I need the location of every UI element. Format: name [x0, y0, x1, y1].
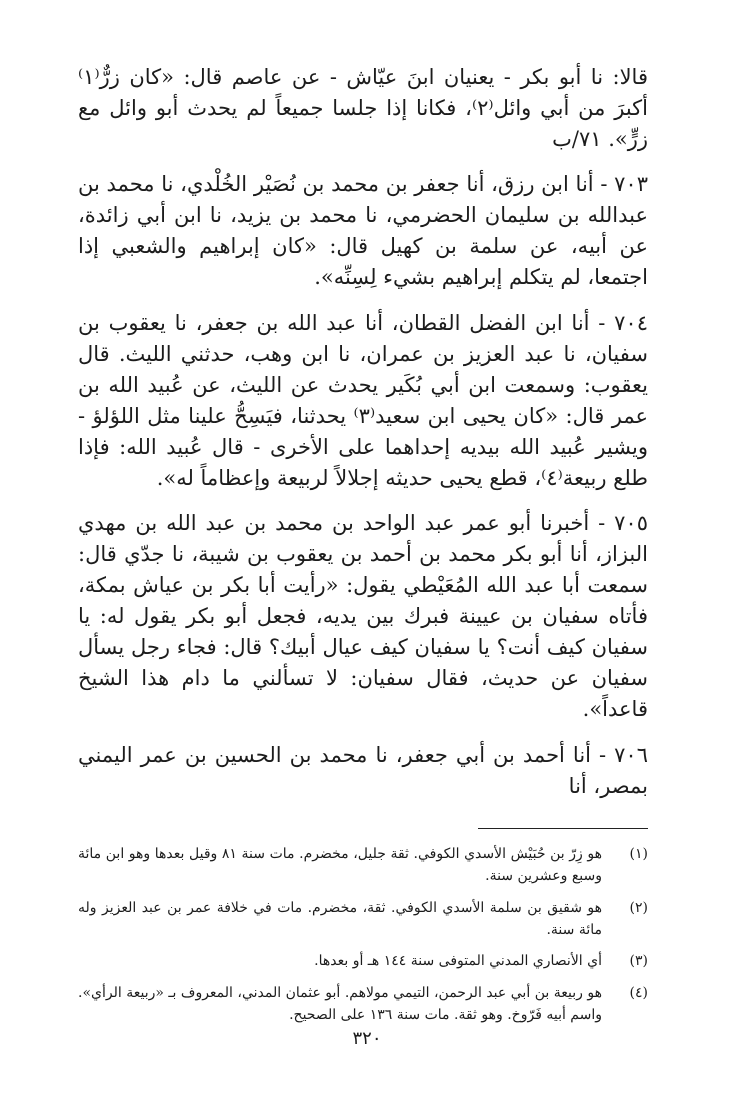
- paragraph-705: ٧٠٥ - أخبرنا أبو عمر عبد الواحد بن محمد بن عبد الله بن مهدي البزاز، أنا أبو بكر محمد بن أحمد بن يعقوب بن شيبة، نا جدّي قال: سمعت أبا عبد الله المُعَيْطي يقول: «رأيت أبا بكر بن عياش بمكة، فأتاه سفيان بن عيينة فبرك بين يديه، فجعل أبو بكر يقول له: يا سفيان كيف أنت؟ يا سفيان كيف عيال أبيك؟ قال: فجاء رجل يسأل سفيان عن حديث، فقال سفيان: لا تسألني ما دام هذا الشيخ قاعداً».: [78, 511, 648, 722]
- paragraph-continuation: قالا: نا أبو بكر - يعنيان ابنَ عيّاش - عن عاصم قال: «كان زرٌّ⁽١⁾ أكبرَ من أبي وائل⁽٢⁾، فكانا إذا جلسا جميعاً لم يحدث أبو وائل مع زرٍّ». ٧١/ب: [78, 65, 648, 152]
- paragraph-704: ٧٠٤ - أنا ابن الفضل القطان، أنا عبد الله بن جعفر، نا يعقوب بن سفيان، نا عبد العزيز بن عمران، نا ابن وهب، حدثني الليث. قال يعقوب: وسمعت ابن أبي بُكَير يحدث عن الليث، عن عُبيد الله بن عمر قال: «كان يحيى ابن سعيد⁽٣⁾ يحدثنا، فيَسِحُّ علينا مثل اللؤلؤ - ويشير عُبيد الله بيديه إحداهما على الأخرى - قال عُبيد الله: فإذا طلع ربيعة⁽٤⁾، قطع يحيى حديثه إجلالاً لربيعة وإعظاماً له».: [78, 310, 648, 490]
- footnote-number: (٢): [629, 899, 648, 916]
- footnote-text: هو شقيق بن سلمة الأسدي الكوفي. ثقة، مخضرم. مات في خلافة عمر بن عبد العزيز وله مائة سنة.: [78, 899, 602, 938]
- footnote-4: [78, 982, 648, 1027]
- footnote-number: (٣): [629, 953, 648, 970]
- footnote-divider: [478, 828, 648, 829]
- footnotes: [78, 843, 648, 1027]
- footnote-number: (١): [629, 845, 648, 862]
- footnote-3: [78, 950, 648, 972]
- main-text: [78, 62, 648, 802]
- footnote-1: [78, 843, 648, 888]
- footnote-number: (٤): [629, 984, 648, 1001]
- footnote-text: هو ربيعة بن أبي عبد الرحمن، التيمي مولاهم. أبو عثمان المدني، المعروف بـ «ربيعة الرأي». واسم أبيه فَرّوخ. وهو ثقة. مات سنة ١٣٦ على الصحيح.: [78, 984, 602, 1024]
- footnote-2: [78, 897, 648, 942]
- footnote-text: أي الأنصاري المدني المتوفى سنة ١٤٤ هـ أو بعدها.: [314, 953, 602, 970]
- page-number: ٣٢٠: [352, 1028, 382, 1049]
- footnote-text: هو زِرّ بن حُبَيْش الأسدي الكوفي. ثقة جليل، مخضرم. مات سنة ٨١ وقيل بعدها وهو ابن مائة وسبع وعشرين سنة.: [78, 845, 602, 885]
- paragraph-706: ٧٠٦ - أنا أحمد بن أبي جعفر، نا محمد بن الحسين بن عمر اليمني بمصر، أنا: [78, 742, 648, 798]
- paragraph-703: ٧٠٣ - أنا ابن رزق، أنا جعفر بن محمد بن نُصَيْر الخُلْدي، نا محمد بن عبدالله بن سليمان الحضرمي، نا محمد بن يزيد، نا ابن أبي زائدة، عن أبيه، عن سلمة بن كهيل قال: «كان إبراهيم والشعبي إذا اجتمعا، لم يتكلم إبراهيم بشيء لِسِنِّه».: [78, 172, 648, 290]
